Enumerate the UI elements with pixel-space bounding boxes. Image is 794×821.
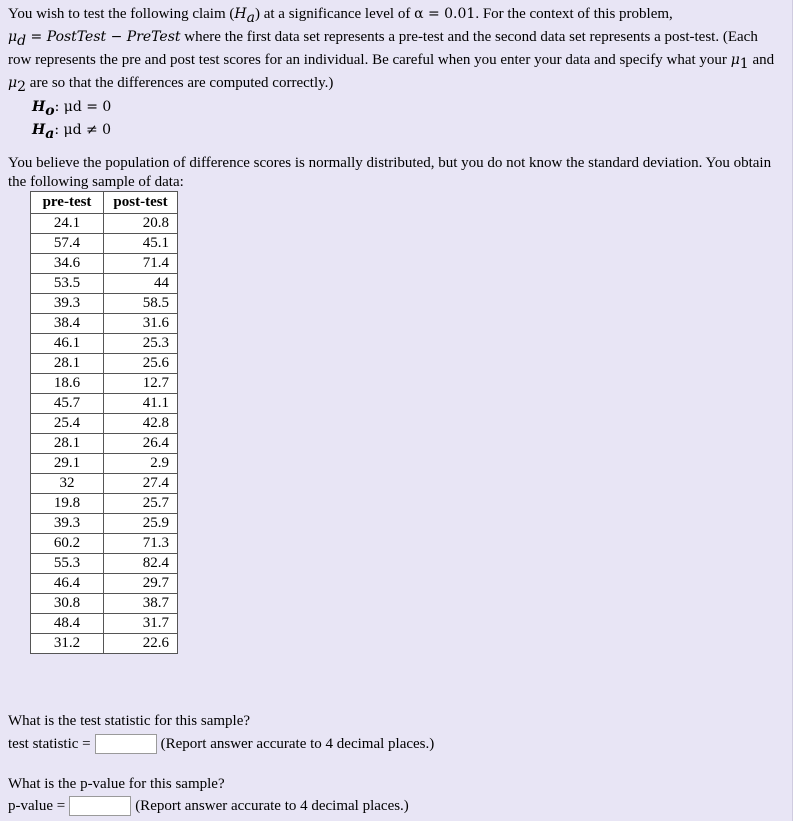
pre-test-cell: 31.2 — [31, 634, 104, 654]
alternative-hypothesis: $H_a$: μd ≠ 0 — [32, 121, 112, 142]
p-value-question: What is the p-value for this sample? — [8, 776, 225, 792]
post-test-cell: 44 — [104, 274, 178, 294]
pre-test-cell: 29.1 — [31, 454, 104, 474]
table-row — [31, 514, 178, 534]
difference-formula: PostTest − PreTest — [46, 29, 181, 45]
table-row — [31, 574, 178, 594]
post-test-cell: 31.7 — [104, 614, 178, 634]
header-post-test: post-test — [104, 192, 178, 214]
test-statistic-input[interactable] — [95, 734, 157, 754]
post-test-cell: 82.4 — [104, 554, 178, 574]
sample-description: You believe the population of difference scores is normally distributed, but you do not know the standard deviation. You obtain the following sample of data: — [8, 155, 772, 190]
table-row — [31, 414, 178, 434]
pre-test-cell: 28.1 — [31, 354, 104, 374]
table-row — [31, 534, 178, 554]
table-row — [31, 394, 178, 414]
pre-test-cell: 45.7 — [31, 394, 104, 414]
post-test-cell: 45.1 — [104, 234, 178, 254]
post-test-cell: 20.8 — [104, 214, 178, 234]
table-header-row — [31, 192, 178, 214]
table-row — [31, 434, 178, 454]
table-row — [31, 234, 178, 254]
pre-test-cell: 39.3 — [31, 294, 104, 314]
pre-test-cell: 28.1 — [31, 434, 104, 454]
table-row — [31, 594, 178, 614]
table-row — [31, 294, 178, 314]
post-test-cell: 41.1 — [104, 394, 178, 414]
post-test-cell: 27.4 — [104, 474, 178, 494]
data-table — [30, 191, 178, 654]
p-value-label: p-value = — [8, 798, 66, 814]
table-row — [31, 474, 178, 494]
pre-test-cell: 25.4 — [31, 414, 104, 434]
hypotheses — [32, 98, 111, 144]
test-statistic-label: test statistic = — [8, 736, 91, 752]
null-hypothesis: $H_o$: μd = 0 — [32, 99, 112, 119]
pre-test-cell: 48.4 — [31, 614, 104, 634]
post-test-cell: 25.7 — [104, 494, 178, 514]
p-value-row — [8, 795, 409, 817]
table-row — [31, 614, 178, 634]
table-row — [31, 554, 178, 574]
pre-test-cell: 30.8 — [31, 594, 104, 614]
post-test-cell: 29.7 — [104, 574, 178, 594]
pre-test-cell: 24.1 — [31, 214, 104, 234]
pre-test-cell: 57.4 — [31, 234, 104, 254]
header-pre-test: pre-test — [31, 192, 104, 214]
pre-test-cell: 39.3 — [31, 514, 104, 534]
test-statistic-question: What is the test statistic for this sample? — [8, 713, 251, 729]
p-value-input[interactable] — [69, 796, 131, 816]
table-row — [31, 374, 178, 394]
post-test-cell: 25.3 — [104, 334, 178, 354]
table-row — [31, 274, 178, 294]
table-row — [31, 334, 178, 354]
post-test-cell: 42.8 — [104, 414, 178, 434]
test-statistic-hint: (Report answer accurate to 4 decimal places.) — [160, 736, 435, 752]
pre-test-cell: 60.2 — [31, 534, 104, 554]
post-test-cell: 31.6 — [104, 314, 178, 334]
post-test-cell: 25.9 — [104, 514, 178, 534]
table-row — [31, 634, 178, 654]
pre-test-cell: 53.5 — [31, 274, 104, 294]
table-row — [31, 354, 178, 374]
post-test-cell: 58.5 — [104, 294, 178, 314]
pre-test-cell: 46.1 — [31, 334, 104, 354]
test-statistic-row — [8, 733, 434, 755]
pre-test-cell: 55.3 — [31, 554, 104, 574]
problem-intro: You wish to test the following claim $(H_a)$ at a significance level of α = 0.01. For the context of this problem, $\mu_d$ = PostTest − PreTest where the first data set represents a pre-test and the second data set represents a post-test. (Each row represents the pre and post test scores for an individual. Be careful when you enter your data and specify what your $\mu_1$ and $\mu_2$ are so that the differences are computed correctly.) — [8, 6, 775, 95]
pre-test-cell: 34.6 — [31, 254, 104, 274]
post-test-cell: 2.9 — [104, 454, 178, 474]
post-test-cell: 22.6 — [104, 634, 178, 654]
pre-test-cell: 18.6 — [31, 374, 104, 394]
post-test-cell: 25.6 — [104, 354, 178, 374]
post-test-cell: 12.7 — [104, 374, 178, 394]
pre-test-cell: 46.4 — [31, 574, 104, 594]
table-row — [31, 454, 178, 474]
post-test-cell: 38.7 — [104, 594, 178, 614]
table-row — [31, 314, 178, 334]
table-row — [31, 494, 178, 514]
post-test-cell: 71.3 — [104, 534, 178, 554]
pre-test-cell: 32 — [31, 474, 104, 494]
table-row — [31, 214, 178, 234]
pre-test-cell: 38.4 — [31, 314, 104, 334]
pre-test-cell: 19.8 — [31, 494, 104, 514]
table-row — [31, 254, 178, 274]
p-value-hint: (Report answer accurate to 4 decimal places.) — [135, 798, 409, 814]
post-test-cell: 26.4 — [104, 434, 178, 454]
post-test-cell: 71.4 — [104, 254, 178, 274]
